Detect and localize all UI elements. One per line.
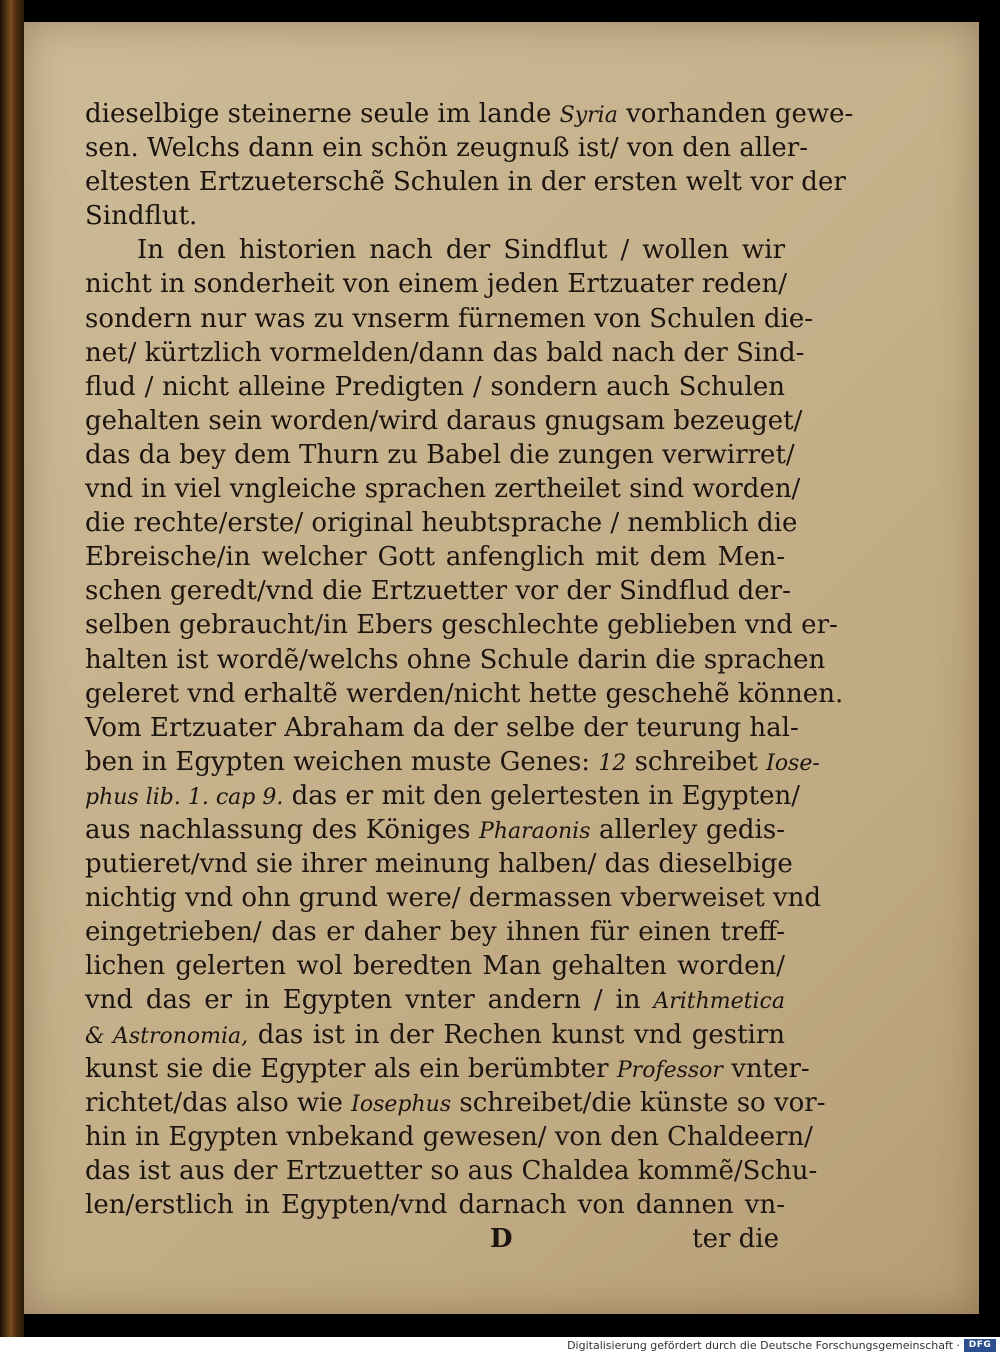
text-line	[85, 983, 785, 1017]
latin-term: Syria	[559, 103, 618, 128]
text-segment: schen geredt/vnd die Ertzuetter vor der Sindflud der-	[85, 576, 791, 607]
text-line	[85, 302, 814, 336]
text-segment: das da bey dem Thurn zu Babel die zungen verwirret/	[85, 439, 795, 470]
text-segment: nicht in sonderheit von einem jeden Ertzuater reden/	[85, 269, 788, 300]
text-segment: nichtig vnd ohn grund were/ dermassen vberweiset vnd	[85, 883, 822, 914]
page-foot	[85, 1224, 785, 1258]
text-segment: In den historien nach der Sindflut / wollen wir	[137, 235, 785, 266]
latin-term: 12	[598, 750, 627, 776]
text-segment: ben in Egypten weichen muste Genes:	[85, 746, 599, 777]
text-line	[85, 711, 799, 745]
text-line	[85, 1154, 818, 1188]
text-segment: Ebreische/in welcher Gott anfenglich mit dem Men-	[85, 542, 785, 573]
latin-term: Arithmetica	[653, 989, 785, 1015]
text-line	[85, 779, 800, 813]
text-line	[85, 199, 785, 233]
text-line	[85, 1188, 785, 1222]
text-line	[85, 574, 791, 608]
book-spine-edge	[0, 0, 24, 1337]
dfg-logo: DFG	[964, 1339, 996, 1352]
text-segment: vnd das er in Egypten vnter andern / in	[85, 985, 654, 1016]
signature-mark: D	[490, 1224, 513, 1254]
text-line	[85, 472, 801, 506]
text-segment: eingetrieben/ das er daher bey ihnen für einen treff-	[85, 917, 785, 948]
text-segment: sen. Welchs dann ein schön zeugnuß ist/ von den aller-	[85, 133, 808, 164]
text-segment: net/ kürtzlich vormelden/dann das bald nach der Sind-	[85, 337, 805, 368]
text-segment: das ist aus der Ertzuetter so aus Chaldea kommẽ/Schu-	[85, 1155, 818, 1186]
text-segment: eltesten Ertzueterschẽ Schulen in der ersten welt vor der	[85, 167, 846, 198]
text-line	[85, 1120, 813, 1154]
text-line	[85, 677, 844, 711]
text-segment: Vom Ertzuater Abraham da der selbe der teurung hal-	[85, 712, 799, 743]
text-segment: Sindflut.	[85, 201, 198, 232]
text-line	[85, 233, 785, 267]
text-line	[85, 1052, 810, 1086]
latin-term: Iose-	[766, 750, 820, 776]
text-segment: vorhanden gewe-	[617, 99, 854, 129]
text-line	[85, 540, 785, 574]
latin-term: Professor	[616, 1057, 723, 1083]
text-line	[85, 165, 846, 199]
text-segment: schreibet/die künste so vor-	[451, 1087, 826, 1118]
text-segment: len/erstlich in Egypten/vnd darnach von dannen vn-	[85, 1190, 785, 1220]
latin-term: Pharaonis	[479, 818, 591, 844]
text-line	[85, 97, 854, 131]
text-segment: vnd in viel vngleiche sprachen zertheilet sind worden/	[85, 474, 801, 505]
latin-term: Iosephus	[351, 1091, 452, 1117]
text-line	[85, 608, 838, 642]
text-segment: dieselbige steinerne seule im lande	[85, 99, 560, 129]
attribution-footer	[0, 1337, 1000, 1356]
text-segment: allerley gedis-	[590, 814, 786, 845]
text-segment: richtet/das also wie	[85, 1087, 352, 1118]
text-segment: das er mit den gelertesten in Egypten/	[283, 780, 800, 811]
page-text	[85, 97, 854, 1222]
text-line	[85, 506, 798, 540]
text-segment: gehalten sein worden/wird daraus gnugsam bezeuget/	[85, 405, 803, 436]
text-line	[85, 404, 803, 438]
text-segment: kunst sie die Egypter als ein berümbter	[85, 1053, 617, 1084]
funding-credit: Digitalisierung gefördert durch die Deutsche Forschungsgemeinschaft ·	[567, 1339, 960, 1352]
text-line	[85, 915, 785, 949]
document-page	[24, 22, 979, 1314]
text-line	[85, 643, 826, 677]
text-line	[85, 1086, 826, 1120]
text-segment: geleret vnd erhaltẽ werden/nicht hette geschehẽ können.	[85, 678, 844, 709]
text-segment: aus nachlassung des Königes	[85, 814, 480, 845]
text-segment: schreibet	[626, 746, 767, 777]
text-segment: die rechte/erste/ original heubtsprache / nemblich die	[85, 508, 798, 539]
text-segment: hin in Egypten vnbekand gewesen/ von den Chaldeern/	[85, 1121, 813, 1152]
text-line	[85, 949, 785, 983]
latin-term: & Astronomia,	[85, 1023, 249, 1049]
text-line	[85, 745, 820, 779]
text-segment: lichen gelerten wol beredten Man gehalten worden/	[85, 951, 785, 982]
text-line	[85, 131, 808, 165]
text-line	[85, 813, 785, 847]
text-segment: vnter-	[722, 1053, 810, 1084]
text-line	[85, 1018, 785, 1052]
latin-term: phus lib. 1. cap 9.	[85, 784, 284, 810]
text-line	[85, 370, 785, 404]
text-segment: das ist in der Rechen kunst vnd gestirn	[248, 1019, 786, 1050]
text-line	[85, 336, 805, 370]
text-line	[85, 881, 822, 915]
catchword: ter die	[692, 1224, 779, 1254]
text-segment: halten ist wordẽ/welchs ohne Schule darin die sprachen	[85, 644, 826, 675]
text-line	[85, 847, 793, 881]
text-segment: selben gebraucht/in Ebers geschlechte geblieben vnd er-	[85, 610, 838, 641]
text-line	[85, 267, 788, 301]
text-segment: sondern nur was zu vnserm fürnemen von Schulen die-	[85, 303, 814, 334]
text-line	[85, 438, 795, 472]
text-segment: flud / nicht alleine Predigten / sondern auch Schulen	[85, 371, 785, 402]
text-segment: putieret/vnd sie ihrer meinung halben/ das dieselbige	[85, 849, 793, 880]
